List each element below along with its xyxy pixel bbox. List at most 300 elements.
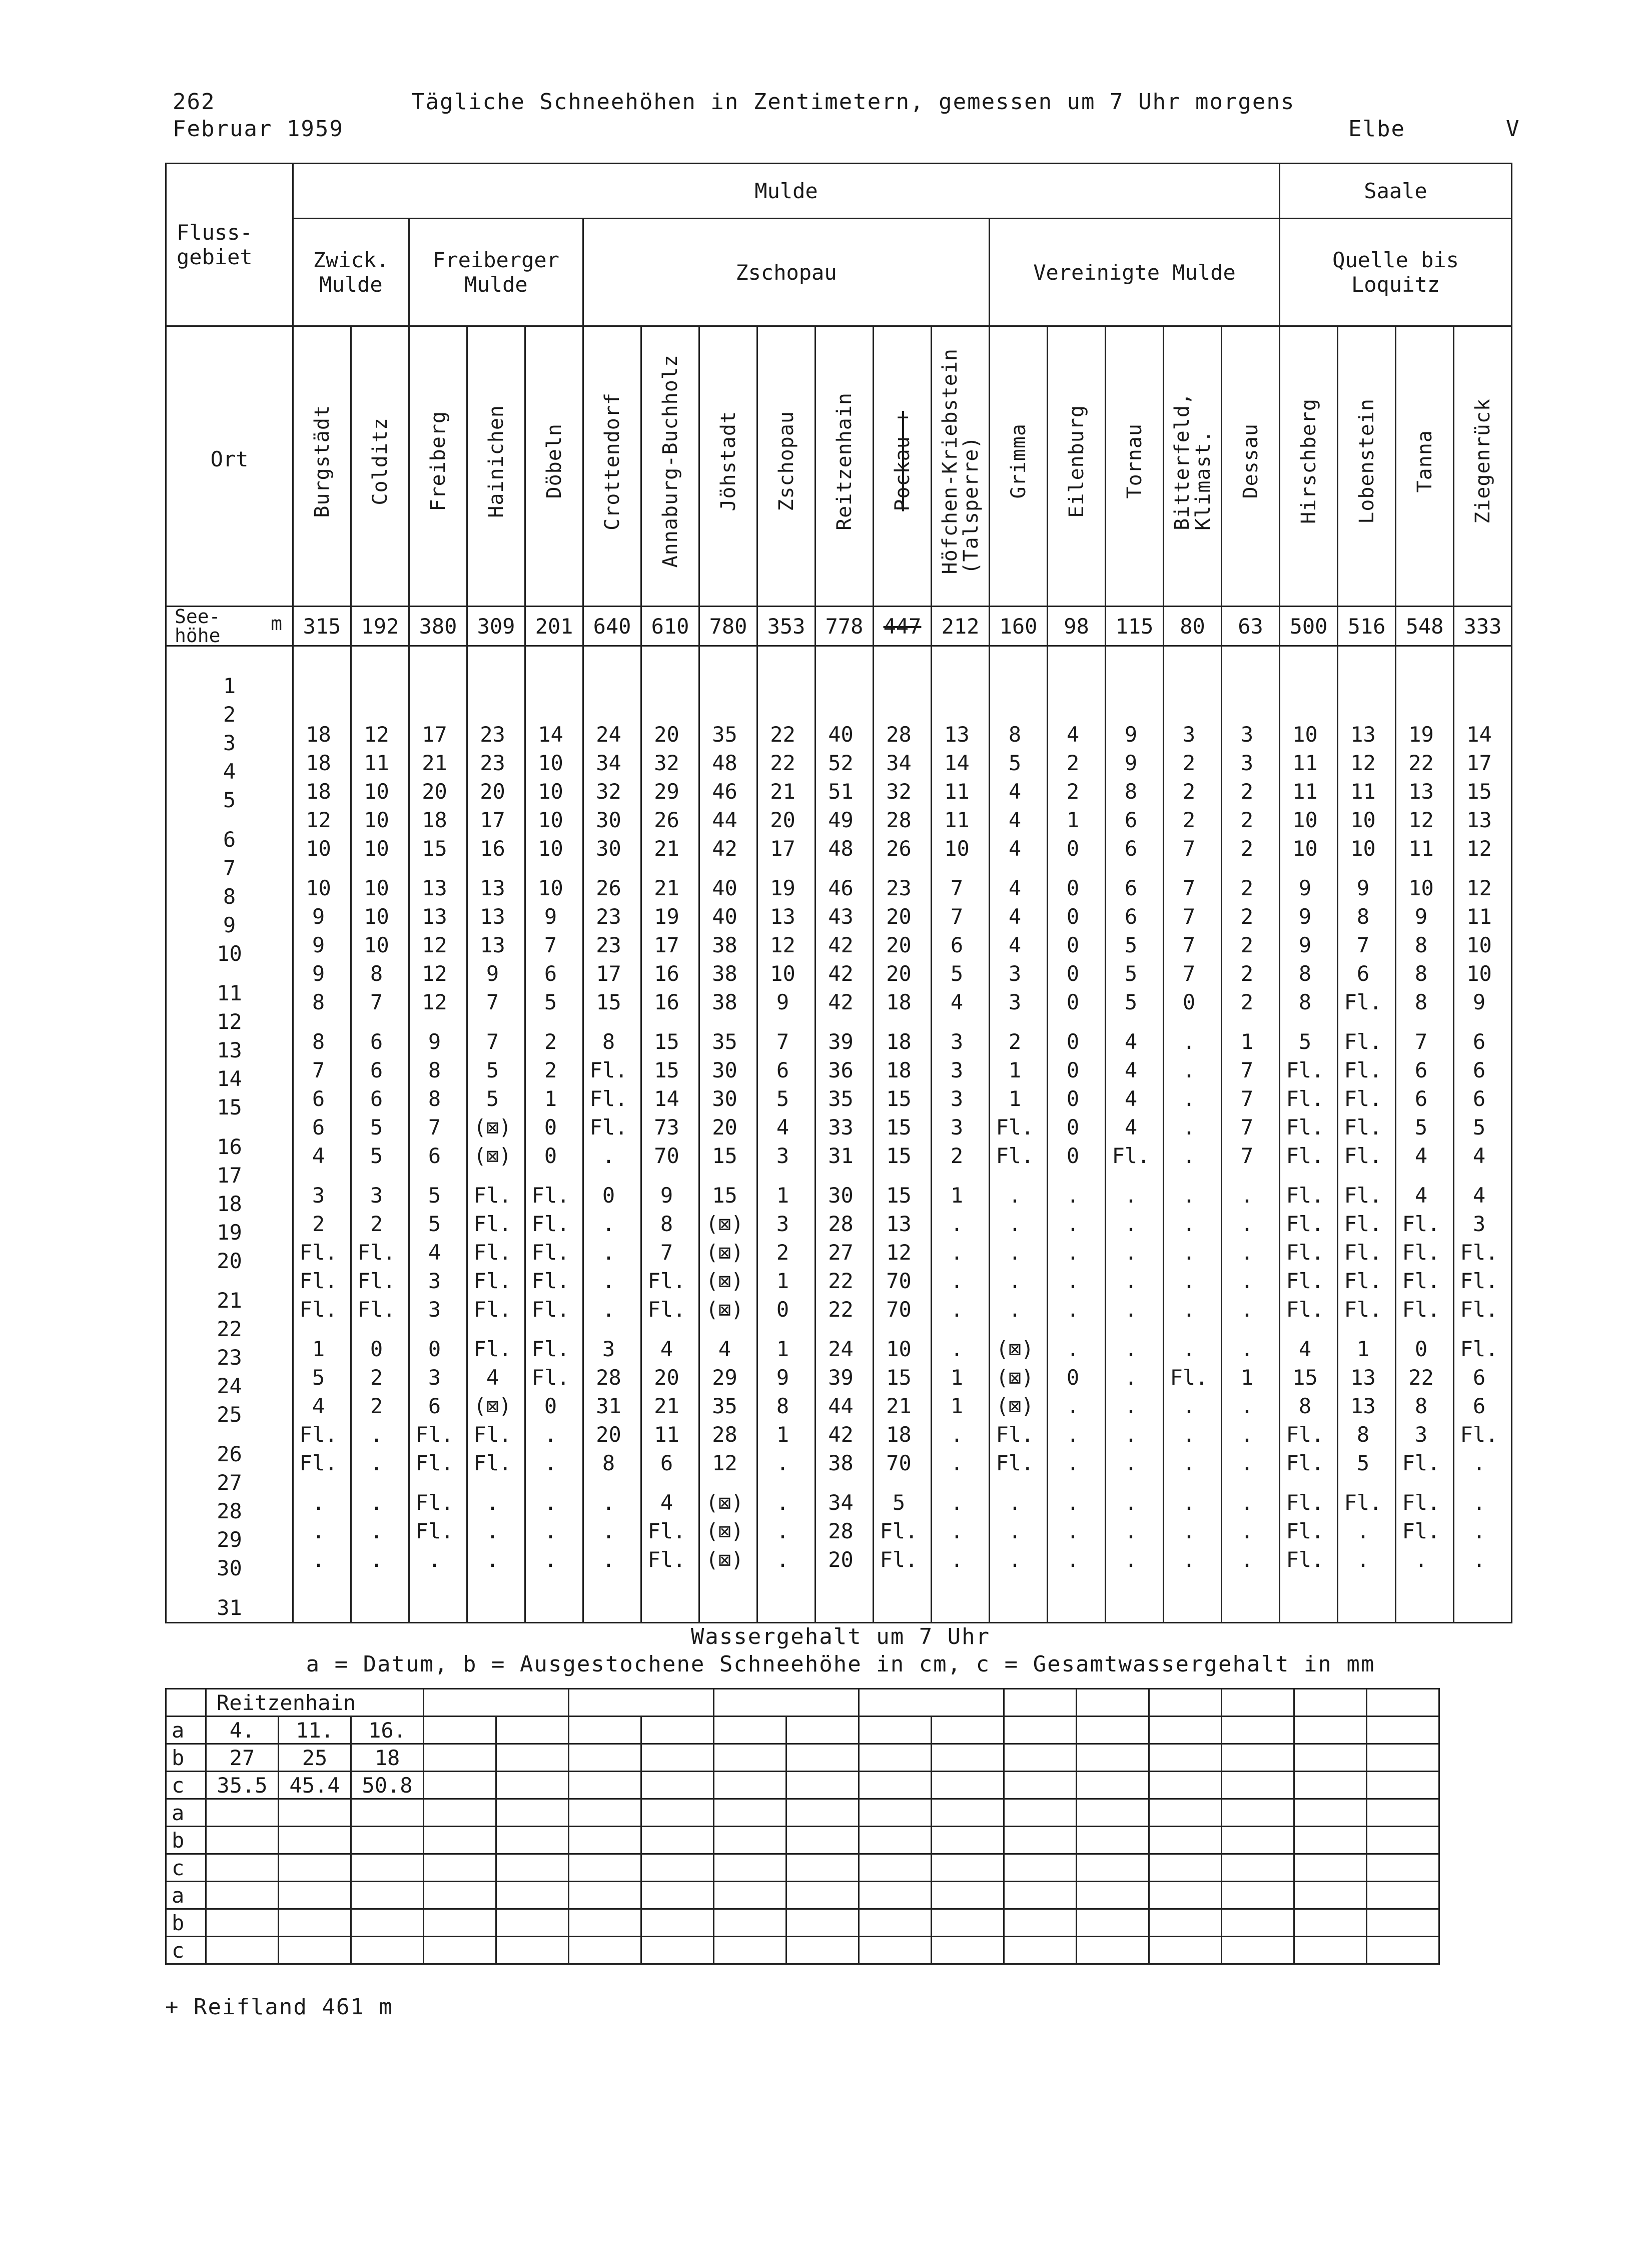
water-value <box>1222 1772 1294 1799</box>
value-cell: 20 <box>596 1422 621 1447</box>
value-cell: 7 <box>950 875 964 900</box>
value-cell: Fl. <box>589 1114 628 1140</box>
station-height-17: 500 <box>1280 607 1338 646</box>
value-cell: 4 <box>1124 1086 1138 1111</box>
value-cell: 10 <box>1466 961 1492 986</box>
value-cell: 4 <box>1124 1114 1138 1140</box>
value-cell: Fl. <box>1112 1143 1150 1168</box>
value-cell: 16 <box>654 989 679 1014</box>
water-value <box>932 1772 1004 1799</box>
value-cell: . <box>1182 1086 1196 1111</box>
value-cell: 0 <box>1066 1365 1080 1390</box>
value-cell: 8 <box>428 1086 441 1111</box>
station-name: Annaburg-Buchholz <box>658 354 682 568</box>
value-cell: 6 <box>544 961 557 986</box>
value-cell: 4 <box>312 1393 325 1418</box>
value-cell: 0 <box>776 1297 789 1322</box>
value-cell: 10 <box>364 836 389 861</box>
value-cell: . <box>486 1518 499 1543</box>
water-value <box>1149 1827 1222 1854</box>
station-header-3 <box>467 326 525 607</box>
value-cell: 35 <box>712 1393 737 1418</box>
water-value <box>786 1744 859 1772</box>
value-cell: . <box>1066 1422 1080 1447</box>
value-cell: 21 <box>422 750 447 775</box>
water-value <box>714 1799 786 1827</box>
water-value <box>1367 1882 1439 1909</box>
value-cell: 0 <box>428 1336 441 1361</box>
value-cell: Fl. <box>531 1297 570 1322</box>
value-cell: 44 <box>712 807 737 832</box>
value-cell: 1 <box>776 1422 789 1447</box>
value-cell: 0 <box>1182 989 1196 1014</box>
day-number: 16 <box>217 1135 242 1159</box>
value-cell: (⊠) <box>473 1114 512 1140</box>
value-cell: . <box>544 1422 557 1447</box>
water-value <box>859 1854 932 1882</box>
value-cell: 23 <box>886 875 912 900</box>
water-row <box>166 1909 1439 1937</box>
value-cell: 9 <box>1298 904 1312 929</box>
water-value <box>424 1882 496 1909</box>
value-cell: 2 <box>1240 961 1254 986</box>
station-values-8 <box>757 646 816 1623</box>
water-value <box>1077 1772 1149 1799</box>
value-cell: Fl. <box>589 1086 628 1111</box>
value-cell: 1 <box>776 1336 789 1361</box>
value-cell: Fl. <box>1286 1490 1324 1515</box>
value-cell: 4 <box>660 1490 673 1515</box>
water-value <box>714 1882 786 1909</box>
water-header-row <box>166 1689 1439 1717</box>
value-cell: 7 <box>312 1057 325 1082</box>
value-cell: Fl. <box>1402 1211 1440 1236</box>
value-cell: 18 <box>886 1029 912 1054</box>
seehoehe-row <box>166 607 1512 646</box>
river-group-saale: Saale <box>1280 164 1512 219</box>
station-height-18: 516 <box>1338 607 1396 646</box>
value-cell: 13 <box>1466 807 1492 832</box>
value-cell: 20 <box>886 932 912 957</box>
value-cell: 20 <box>480 779 505 804</box>
value-cell: Fl. <box>299 1422 338 1447</box>
day-number: 14 <box>217 1066 242 1091</box>
value-cell: . <box>776 1518 789 1543</box>
water-value <box>1077 1799 1149 1827</box>
water-value <box>859 1717 932 1744</box>
value-cell: . <box>1124 1450 1138 1475</box>
water-value <box>569 1772 641 1799</box>
water-value <box>206 1799 279 1827</box>
water-value <box>351 1854 424 1882</box>
value-cell: 5 <box>1124 961 1138 986</box>
value-cell: 51 <box>828 779 854 804</box>
water-value <box>859 1744 932 1772</box>
water-station-empty <box>1294 1689 1367 1717</box>
value-cell: . <box>950 1336 964 1361</box>
value-cell: Fl. <box>1402 1268 1440 1293</box>
value-cell: Fl. <box>1344 1211 1382 1236</box>
water-content-section <box>165 1624 1516 1965</box>
value-cell: . <box>544 1450 557 1475</box>
value-cell: 30 <box>828 1183 854 1208</box>
value-cell: 5 <box>1472 1114 1486 1140</box>
day-number: 3 <box>223 731 236 755</box>
value-cell: 28 <box>828 1518 854 1543</box>
value-cell: 0 <box>1066 1086 1080 1111</box>
value-cell: 5 <box>950 961 964 986</box>
value-cell: Fl. <box>1344 1086 1382 1111</box>
value-cell: 2 <box>312 1211 325 1236</box>
water-row-key: a <box>166 1717 206 1744</box>
value-cell: 8 <box>602 1029 615 1054</box>
water-value <box>351 1799 424 1827</box>
value-cell: 46 <box>828 875 854 900</box>
value-cell: 13 <box>422 904 447 929</box>
station-header-5 <box>583 326 641 607</box>
value-cell: 6 <box>1124 875 1138 900</box>
water-value <box>1367 1909 1439 1937</box>
value-cell: 1 <box>950 1393 964 1418</box>
value-cell: Fl. <box>1344 1114 1382 1140</box>
station-header-10 <box>874 326 932 607</box>
value-cell: 12 <box>364 722 389 747</box>
water-value <box>714 1937 786 1964</box>
value-cell: Fl. <box>880 1547 918 1572</box>
value-cell: 28 <box>712 1422 737 1447</box>
water-value <box>279 1854 351 1882</box>
value-cell: 15 <box>1466 779 1492 804</box>
value-cell: . <box>1182 1211 1196 1236</box>
water-value <box>932 1937 1004 1964</box>
water-value <box>859 1799 932 1827</box>
station-values-7 <box>699 646 757 1623</box>
value-cell: 6 <box>428 1393 441 1418</box>
day-number: 17 <box>217 1163 242 1188</box>
station-height-11: 212 <box>932 607 990 646</box>
water-value <box>1004 1882 1077 1909</box>
station-values-3 <box>467 646 525 1623</box>
value-cell: 1 <box>1008 1086 1022 1111</box>
water-value <box>641 1827 714 1854</box>
sub-group-2: Zschopau <box>583 219 990 326</box>
value-cell: . <box>1008 1547 1022 1572</box>
station-height-15: 80 <box>1164 607 1222 646</box>
value-cell: 4 <box>1008 779 1022 804</box>
station-header-7 <box>699 326 757 607</box>
value-cell: 43 <box>828 904 854 929</box>
water-value <box>206 1882 279 1909</box>
water-value <box>1222 1909 1294 1937</box>
value-cell: 17 <box>480 807 505 832</box>
water-station-empty <box>1004 1689 1077 1717</box>
water-value: 27 <box>206 1744 279 1772</box>
day-number: 4 <box>223 759 236 784</box>
value-cell: 3 <box>1240 750 1254 775</box>
value-cell: (⊠) <box>705 1547 744 1572</box>
value-cell: 23 <box>480 750 505 775</box>
value-cell: 5 <box>544 989 557 1014</box>
value-cell: 3 <box>1182 722 1196 747</box>
value-cell: 5 <box>1124 932 1138 957</box>
day-number: 5 <box>223 788 236 812</box>
value-cell: 26 <box>596 875 621 900</box>
value-cell: 34 <box>828 1490 854 1515</box>
value-cell: Fl. <box>1344 1029 1382 1054</box>
value-cell: 22 <box>770 750 795 775</box>
value-cell: 27 <box>828 1240 854 1265</box>
value-cell: 34 <box>886 750 912 775</box>
water-value <box>932 1882 1004 1909</box>
water-value <box>496 1882 569 1909</box>
value-cell: 11 <box>654 1422 679 1447</box>
value-cell: Fl. <box>1344 1490 1382 1515</box>
water-value <box>1294 1827 1367 1854</box>
station-name: Döbeln <box>542 423 566 499</box>
station-header-6 <box>641 326 699 607</box>
value-cell: 2 <box>1182 807 1196 832</box>
value-cell: 13 <box>480 904 505 929</box>
value-cell: 40 <box>828 722 854 747</box>
value-cell: 12 <box>886 1240 912 1265</box>
value-cell: 0 <box>1066 932 1080 957</box>
value-cell: 40 <box>712 904 737 929</box>
water-value <box>641 1744 714 1772</box>
water-value: 50.8 <box>351 1772 424 1799</box>
value-cell: 9 <box>312 904 325 929</box>
value-cell: 29 <box>654 779 679 804</box>
value-cell: . <box>776 1490 789 1515</box>
value-cell: 28 <box>886 807 912 832</box>
value-cell: 10 <box>306 875 331 900</box>
value-cell: 9 <box>776 989 789 1014</box>
value-cell: (⊠) <box>705 1297 744 1322</box>
value-cell: 29 <box>712 1365 737 1390</box>
station-values-13 <box>1048 646 1106 1623</box>
value-cell: 1 <box>1240 1365 1254 1390</box>
value-cell: 17 <box>596 961 621 986</box>
value-cell: 7 <box>1240 1086 1254 1111</box>
water-value <box>569 1909 641 1937</box>
value-cell: 2 <box>1240 904 1254 929</box>
station-header-17 <box>1280 326 1338 607</box>
value-cell: . <box>1356 1547 1370 1572</box>
value-cell: 15 <box>654 1029 679 1054</box>
value-cell: 8 <box>1298 961 1312 986</box>
water-value <box>206 1909 279 1937</box>
water-value <box>1077 1937 1149 1964</box>
water-value <box>1294 1799 1367 1827</box>
value-cell: Fl. <box>589 1057 628 1082</box>
value-cell: 1 <box>776 1183 789 1208</box>
value-cell: 10 <box>364 932 389 957</box>
value-cell: 2 <box>1182 779 1196 804</box>
value-cell: 11 <box>1466 904 1492 929</box>
value-cell: 6 <box>1124 904 1138 929</box>
value-cell: 2 <box>1240 836 1254 861</box>
water-station-empty <box>1222 1689 1294 1717</box>
value-cell: 32 <box>596 779 621 804</box>
value-cell: 9 <box>1298 932 1312 957</box>
value-cell: . <box>1066 1490 1080 1515</box>
water-value <box>714 1772 786 1799</box>
water-value <box>569 1799 641 1827</box>
value-cell: 5 <box>370 1114 383 1140</box>
value-cell: 4 <box>1472 1183 1486 1208</box>
value-cell: Fl. <box>1402 1240 1440 1265</box>
water-value <box>641 1854 714 1882</box>
value-cell: 18 <box>422 807 447 832</box>
value-cell: 5 <box>1414 1114 1428 1140</box>
value-cell: Fl. <box>473 1450 512 1475</box>
value-cell: 1 <box>1008 1057 1022 1082</box>
value-cell: 6 <box>1472 1393 1486 1418</box>
water-value <box>932 1717 1004 1744</box>
day-number: 28 <box>217 1499 242 1523</box>
water-value <box>641 1799 714 1827</box>
value-cell: 70 <box>886 1268 912 1293</box>
value-cell: 6 <box>370 1029 383 1054</box>
value-cell: Fl. <box>1460 1268 1498 1293</box>
value-cell: 0 <box>544 1393 557 1418</box>
value-cell: 24 <box>828 1336 854 1361</box>
water-value <box>714 1744 786 1772</box>
value-cell: 2 <box>370 1393 383 1418</box>
value-cell: 3 <box>428 1365 441 1390</box>
value-cell: Fl. <box>473 1422 512 1447</box>
value-cell: . <box>312 1547 325 1572</box>
value-cell: . <box>1240 1183 1254 1208</box>
value-cell: 46 <box>712 779 737 804</box>
value-cell: 14 <box>654 1086 679 1111</box>
value-cell: 15 <box>886 1143 912 1168</box>
value-cell: Fl. <box>531 1183 570 1208</box>
value-cell: . <box>1066 1183 1080 1208</box>
value-cell: . <box>950 1450 964 1475</box>
value-cell: . <box>1008 1211 1022 1236</box>
water-legend: a = Datum, b = Ausgestochene Schneehöhe in cm, c = Gesamtwassergehalt in mm <box>306 1651 1375 1677</box>
water-row-key: a <box>166 1882 206 1909</box>
value-cell: 3 <box>776 1143 789 1168</box>
sub-group-0: Zwick. Mulde <box>293 219 409 326</box>
value-cell: . <box>544 1547 557 1572</box>
value-cell: 8 <box>1298 989 1312 1014</box>
water-value <box>1077 1744 1149 1772</box>
water-row <box>166 1799 1439 1827</box>
water-value <box>1367 1827 1439 1854</box>
station-header-2 <box>409 326 467 607</box>
water-value <box>786 1854 859 1882</box>
value-cell: 23 <box>480 722 505 747</box>
station-header-14 <box>1106 326 1164 607</box>
water-value <box>859 1937 932 1964</box>
sub-group-4: Quelle bis Loquitz <box>1280 219 1512 326</box>
value-cell: 4 <box>718 1336 731 1361</box>
water-value <box>206 1854 279 1882</box>
station-name: Crottendorf <box>600 392 624 530</box>
value-cell: 3 <box>776 1211 789 1236</box>
value-cell: 7 <box>1240 1143 1254 1168</box>
station-name: Colditz <box>368 417 392 505</box>
value-cell: 33 <box>828 1114 854 1140</box>
value-cell: 4 <box>1124 1057 1138 1082</box>
value-cell: 17 <box>422 722 447 747</box>
value-cell: 11 <box>1292 750 1318 775</box>
value-cell: 17 <box>770 836 795 861</box>
value-cell: 3 <box>312 1183 325 1208</box>
sub-group-3: Vereinigte Mulde <box>990 219 1280 326</box>
value-cell: Fl. <box>473 1268 512 1293</box>
value-cell: 2 <box>1240 807 1254 832</box>
value-cell: . <box>602 1518 615 1543</box>
value-cell: 15 <box>596 989 621 1014</box>
value-cell: 5 <box>1124 989 1138 1014</box>
river-group-row <box>166 164 1512 219</box>
value-cell: 0 <box>544 1143 557 1168</box>
value-cell: 7 <box>428 1114 441 1140</box>
value-cell: (⊠) <box>996 1336 1034 1361</box>
value-cell: . <box>950 1297 964 1322</box>
value-cell: 4 <box>1008 836 1022 861</box>
value-cell: . <box>1240 1336 1254 1361</box>
water-value <box>1294 1772 1367 1799</box>
station-values-18 <box>1338 646 1396 1623</box>
value-cell: . <box>1240 1211 1254 1236</box>
region-label: Elbe <box>1348 116 1405 142</box>
value-cell: 6 <box>1472 1365 1486 1390</box>
value-cell: 39 <box>828 1029 854 1054</box>
water-value <box>279 1799 351 1827</box>
value-cell: 1 <box>776 1268 789 1293</box>
water-value <box>424 1799 496 1827</box>
water-value <box>351 1827 424 1854</box>
water-value <box>932 1909 1004 1937</box>
value-cell: 12 <box>422 932 447 957</box>
value-cell: 2 <box>370 1365 383 1390</box>
day-number: 24 <box>217 1374 242 1398</box>
value-cell: Fl. <box>647 1518 686 1543</box>
water-value <box>496 1937 569 1964</box>
water-value <box>1294 1882 1367 1909</box>
value-cell: 10 <box>944 836 970 861</box>
water-value <box>1004 1909 1077 1937</box>
value-cell: 8 <box>370 961 383 986</box>
value-cell: 1 <box>950 1183 964 1208</box>
value-cell: . <box>1182 1057 1196 1082</box>
value-cell: . <box>1240 1393 1254 1418</box>
value-cell: 2 <box>776 1240 789 1265</box>
value-cell: . <box>1182 1297 1196 1322</box>
day-number: 26 <box>217 1442 242 1466</box>
value-cell: 6 <box>1124 807 1138 832</box>
water-value <box>1367 1937 1439 1964</box>
value-cell: 0 <box>602 1183 615 1208</box>
value-cell: 18 <box>886 1422 912 1447</box>
value-cell: 48 <box>828 836 854 861</box>
value-cell: 12 <box>306 807 331 832</box>
water-row <box>166 1827 1439 1854</box>
value-cell: 10 <box>1408 875 1434 900</box>
value-cell: 0 <box>370 1336 383 1361</box>
water-value <box>786 1882 859 1909</box>
value-cell: . <box>1124 1211 1138 1236</box>
value-cell: 10 <box>1350 836 1376 861</box>
station-values-11 <box>932 646 990 1623</box>
station-height-10: 447 <box>874 607 932 646</box>
water-value <box>641 1717 714 1744</box>
day-number: 12 <box>217 1009 242 1034</box>
water-value <box>1004 1717 1077 1744</box>
